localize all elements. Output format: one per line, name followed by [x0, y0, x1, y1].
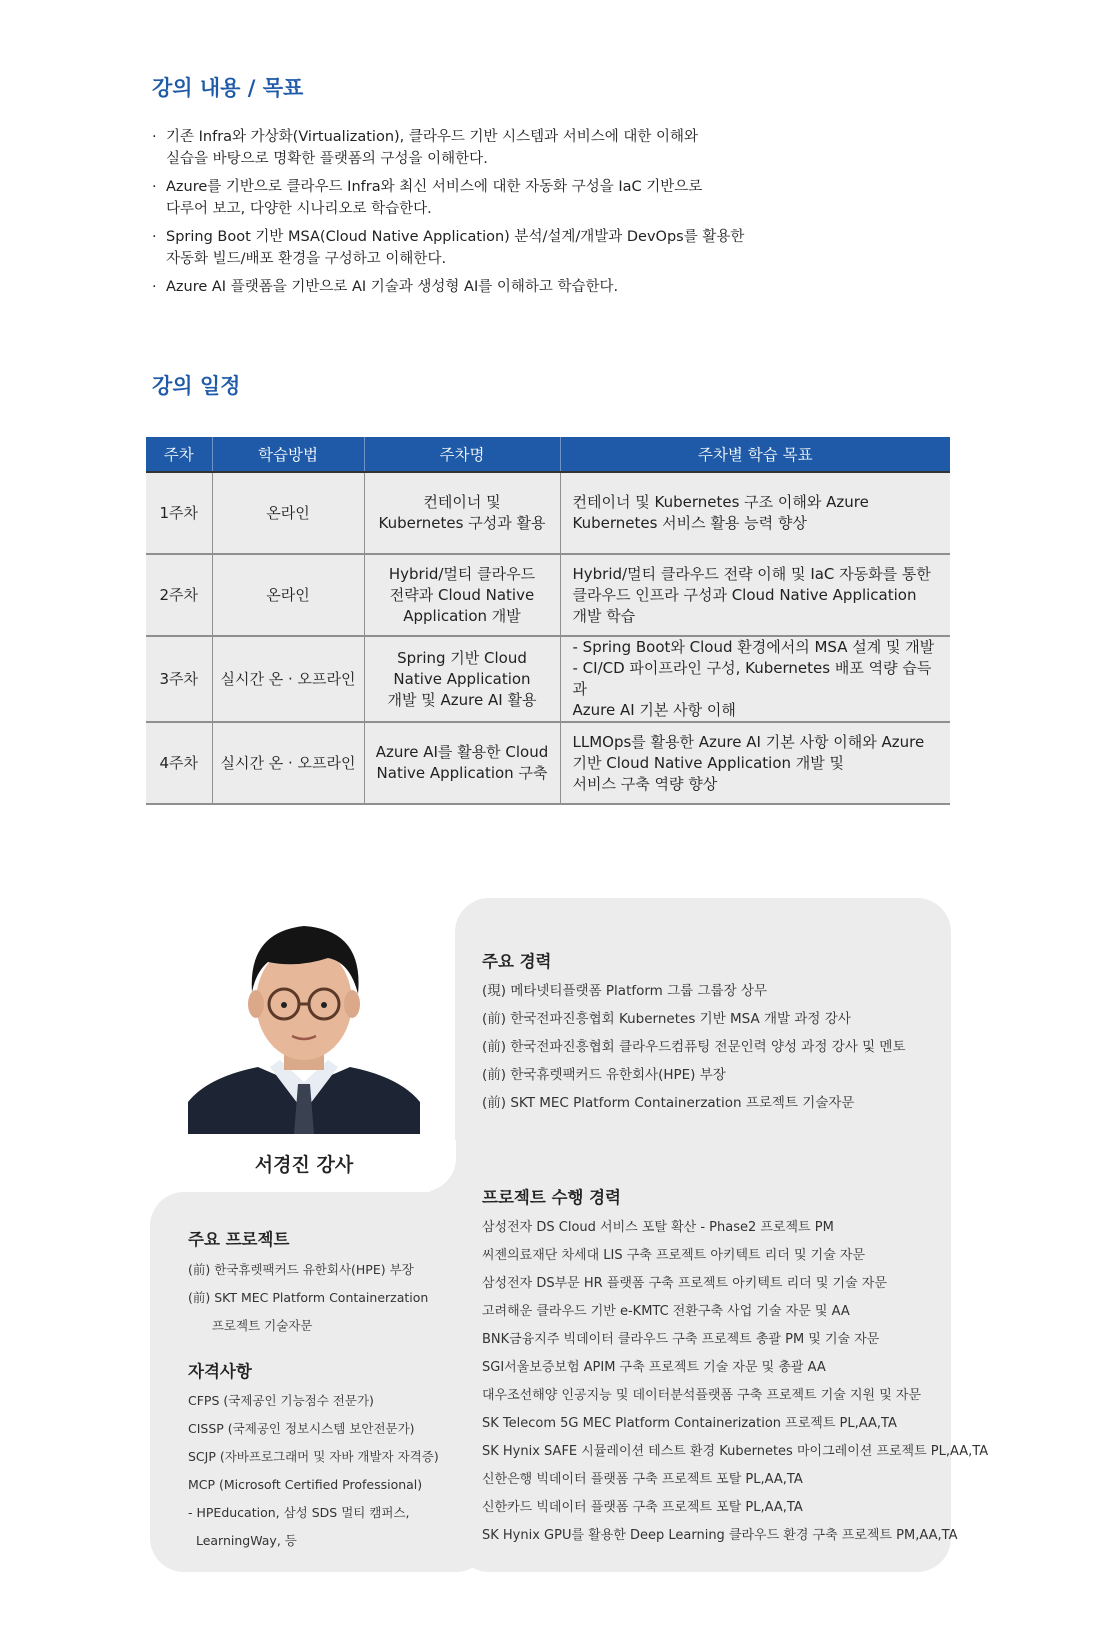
cell-method: 실시간 온 · 오프라인	[212, 636, 364, 722]
header-week: 주차	[146, 437, 212, 472]
main-projects-list	[188, 1256, 428, 1340]
cell-method: 실시간 온 · 오프라인	[212, 722, 364, 804]
list-item: SK Telecom 5G MEC Platform Containerization 프로젝트 PL,AA,TA	[482, 1416, 897, 1431]
list-item: 신한은행 빅데이터 플랫폼 구축 프로젝트 포탈 PL,AA,TA	[482, 1472, 803, 1487]
list-item: BNK금융지주 빅데이터 클라우드 구축 프로젝트 총괄 PM 및 기술 자문	[482, 1332, 880, 1347]
certs-list	[188, 1387, 439, 1555]
list-item: (前) SKT MEC Platform Containerzation 프로젝트 기술자문	[482, 1095, 855, 1111]
list-item: MCP (Microsoft Certified Professional)	[188, 1477, 423, 1492]
cell-week: 4주차	[146, 722, 212, 804]
main-projects-title: 주요 프로젝트	[188, 1230, 290, 1249]
goal-item: · Azure를 기반으로 클라우드 Infra와 최신 서비스에 대한 자동화 구성을 IaC 기반으로 다루어 보고, 다양한 시나리오로 학습한다.	[152, 176, 792, 220]
list-item: (現) 메타넷티플랫폼 Platform 그룹 그룹장 상무	[482, 983, 767, 999]
list-item: CFPS (국제공인 기능점수 전문가)	[188, 1393, 374, 1408]
cell-topic: Azure AI를 활용한 Cloud Native Application 구축	[364, 722, 560, 804]
list-item: 씨젠의료재단 차세대 LIS 구축 프로젝트 아키텍트 리더 및 기술 자문	[482, 1248, 866, 1263]
cell-topic: 컨테이너 및 Kubernetes 구성과 활용	[364, 472, 560, 554]
table-row	[146, 554, 950, 636]
cell-goal: - Spring Boot와 Cloud 환경에서의 MSA 설계 및 개발 - CI/CD 파이프라인 구성, Kubernetes 배포 역량 습득과 Azure AI 기본 사항 이해	[560, 636, 950, 722]
list-item: SK Hynix SAFE 시뮬레이션 테스트 환경 Kubernetes 마이그레이션 프로젝트 PL,AA,TA	[482, 1444, 989, 1459]
section-title-goals: 강의 내용 / 목표	[152, 76, 304, 100]
list-item: SCJP (자바프로그래머 및 자바 개발자 자격증)	[188, 1449, 439, 1464]
career-title: 주요 경력	[482, 952, 552, 971]
list-item: - HPEducation, 삼성 SDS 멀티 캠퍼스,	[188, 1505, 410, 1520]
certs-title: 자격사항	[188, 1362, 252, 1381]
list-item: 삼성전자 DS Cloud 서비스 포탈 확산 - Phase2 프로젝트 PM	[482, 1220, 834, 1235]
cell-topic: Spring 기반 Cloud Native Application 개발 및 Azure AI 활용	[364, 636, 560, 722]
list-item: 대우조선해양 인공지능 및 데이터분석플랫폼 구축 프로젝트 기술 지원 및 자문	[482, 1388, 922, 1403]
goal-item: · 기존 Infra와 가상화(Virtualization), 클라우드 기반 시스템과 서비스에 대한 이해와 실습을 바탕으로 명확한 플랫폼의 구성을 이해한다.	[152, 126, 792, 170]
cell-week: 2주차	[146, 554, 212, 636]
instructor-photo	[188, 912, 420, 1134]
cell-week: 3주차	[146, 636, 212, 722]
header-topic: 주차명	[364, 437, 560, 472]
cell-week: 1주차	[146, 472, 212, 554]
list-item: LearningWay, 등	[188, 1533, 297, 1548]
header-method: 학습방법	[212, 437, 364, 472]
projects-title: 프로젝트 수행 경력	[482, 1188, 622, 1207]
list-item: 삼성전자 DS부문 HR 플랫폼 구축 프로젝트 아키텍트 리더 및 기술 자문	[482, 1276, 887, 1291]
table-row	[146, 472, 950, 554]
cell-goal: 컨테이너 및 Kubernetes 구조 이해와 Azure Kubernetes 서비스 활용 능력 향상	[560, 472, 950, 554]
career-list	[482, 977, 906, 1117]
goal-item: · Spring Boot 기반 MSA(Cloud Native Application) 분석/설계/개발과 DevOps를 활용한 자동화 빌드/배포 환경을 구성하고 이해한다.	[152, 226, 792, 270]
list-item: CISSP (국제공인 정보시스템 보안전문가)	[188, 1421, 415, 1436]
cell-method: 온라인	[212, 472, 364, 554]
list-item: 신한카드 빅데이터 플랫폼 구축 프로젝트 포탈 PL,AA,TA	[482, 1500, 803, 1515]
list-item: (前) 한국전파진흥협회 Kubernetes 기반 MSA 개발 과정 강사	[482, 1011, 851, 1027]
cell-method: 온라인	[212, 554, 364, 636]
table-row	[146, 636, 950, 722]
list-item: (前) 한국휴렛팩커드 유한회사(HPE) 부장	[482, 1067, 726, 1083]
header-goal: 주차별 학습 목표	[560, 437, 950, 472]
list-item: (前) 한국휴렛팩커드 유한회사(HPE) 부장	[188, 1262, 414, 1277]
cell-topic: Hybrid/멀티 클라우드 전략과 Cloud Native Application 개발	[364, 554, 560, 636]
goal-item: · Azure AI 플랫폼을 기반으로 AI 기술과 생성형 AI를 이해하고 학습한다.	[152, 276, 792, 298]
cell-goal: LLMOps를 활용한 Azure AI 기본 사항 이해와 Azure 기반 Cloud Native Application 개발 및 서비스 구축 역량 향상	[560, 722, 950, 804]
list-item: (前) SKT MEC Platform Containerzation	[188, 1290, 429, 1305]
section-title-schedule: 강의 일정	[152, 374, 241, 398]
list-item: 프로젝트 기술자문	[188, 1318, 313, 1333]
list-item: (前) 한국전파진흥협회 클라우드컴퓨팅 전문인력 양성 과정 강사 및 멘토	[482, 1039, 906, 1055]
cell-goal: Hybrid/멀티 클라우드 전략 이해 및 IaC 자동화를 통한 클라우드 인프라 구성과 Cloud Native Application 개발 학습	[560, 554, 950, 636]
goals-list	[152, 126, 792, 304]
instructor-name: 서경진 강사	[254, 1154, 354, 1176]
schedule-table	[146, 437, 950, 805]
list-item: 고려해운 클라우드 기반 e-KMTC 전환구축 사업 기술 자문 및 AA	[482, 1304, 850, 1319]
list-item: SK Hynix GPU를 활용한 Deep Learning 클라우드 환경 구축 프로젝트 PM,AA,TA	[482, 1528, 958, 1543]
projects-list	[482, 1214, 988, 1550]
table-header-row	[146, 437, 950, 472]
table-row	[146, 722, 950, 804]
list-item: SGI서울보증보험 APIM 구축 프로젝트 기술 자문 및 총괄 AA	[482, 1360, 826, 1375]
